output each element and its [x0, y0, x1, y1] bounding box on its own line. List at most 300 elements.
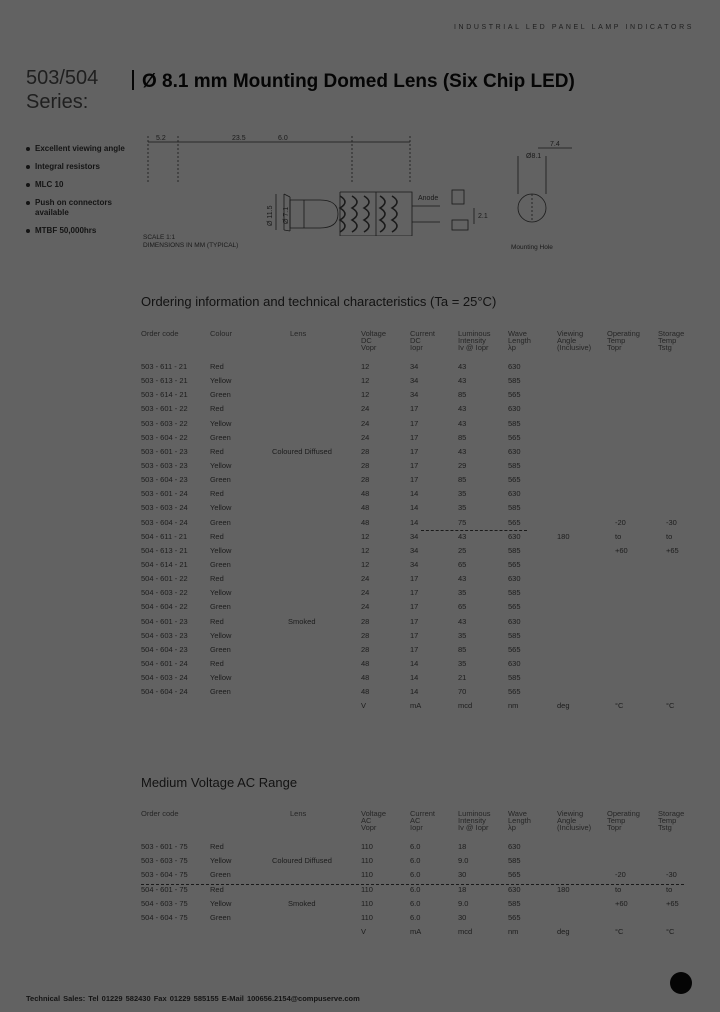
cell-wavelength: 630 — [508, 884, 521, 894]
feature-item: Integral resistors — [26, 162, 136, 172]
cell-viewing-angle — [557, 671, 607, 685]
cell-operating-temp — [607, 586, 658, 600]
cell-operating-temp — [607, 388, 658, 402]
unit-storage: °C — [666, 927, 675, 937]
cell-colour: Yellow — [210, 856, 232, 866]
cell-operating-temp — [607, 431, 658, 445]
cell-colour: Yellow — [210, 418, 232, 428]
cell-viewing-angle — [557, 586, 607, 600]
cell-viewing-angle — [557, 501, 607, 515]
cell-order-code: 504 - 603 - 24 — [141, 673, 188, 683]
cell-current: 34 — [410, 390, 419, 400]
unit-current: mA — [410, 927, 422, 937]
cell-wavelength: 585 — [508, 503, 521, 513]
dc-table-body — [141, 360, 698, 714]
hdr-current: Current AC Iopr — [410, 809, 436, 832]
table-row — [141, 402, 698, 416]
cell-colour: Green — [210, 560, 231, 570]
dim-length-3: 6.0 — [278, 135, 288, 142]
unit-storage: °C — [666, 701, 675, 711]
cell-storage-temp — [658, 572, 698, 586]
cell-storage-temp: to — [666, 884, 673, 894]
group-divider-rule — [421, 530, 527, 531]
cell-operating-temp: +60 — [615, 898, 628, 908]
cell-storage-temp — [658, 374, 698, 388]
cell-order-code: 503 - 601 - 75 — [141, 842, 188, 852]
hdr-storage-temp: Storage Temp Tstg — [658, 809, 685, 832]
cell-storage-temp — [658, 586, 698, 600]
cell-wavelength: 585 — [508, 376, 521, 386]
dimension-caption — [143, 234, 238, 250]
cell-current: 6.0 — [410, 870, 421, 880]
cell-luminous-intensity: 35 — [458, 630, 467, 640]
cell-order-code: 504 - 601 - 22 — [141, 574, 188, 584]
cell-colour: Green — [210, 687, 231, 697]
cell-voltage: 28 — [361, 630, 370, 640]
cell-lens — [272, 402, 361, 416]
cell-current: 14 — [410, 687, 419, 697]
cell-lens — [272, 586, 361, 600]
dc-header-row — [141, 330, 698, 360]
unit-viewing: deg — [557, 701, 570, 711]
cell-viewing-angle — [557, 572, 607, 586]
hdr-lens: Lens — [290, 329, 307, 338]
footer-contact: Technical Sales: Tel 01229 582430 Fax 01229 585155 E-Mail 100656.2154@compuserve.com — [26, 994, 360, 1003]
hdr-luminous: Luminous Intensity Iv @ Iopr — [458, 809, 491, 832]
cell-voltage: 48 — [361, 659, 370, 669]
cell-viewing-angle — [557, 911, 607, 925]
cell-order-code: 503 - 604 - 75 — [141, 870, 188, 880]
cell-voltage: 48 — [361, 673, 370, 683]
cell-luminous-intensity: 85 — [458, 390, 467, 400]
cell-storage-temp — [658, 615, 698, 629]
unit-voltage: V — [361, 927, 367, 937]
cell-lens: Smoked — [288, 616, 316, 626]
cell-order-code: 504 - 604 - 23 — [141, 644, 188, 654]
cell-storage-temp — [658, 388, 698, 402]
cell-wavelength: 565 — [508, 913, 521, 923]
cell-current: 17 — [410, 616, 419, 626]
hdr-voltage: Voltage AC Vopr — [361, 809, 387, 832]
cell-colour: Green — [210, 390, 231, 400]
cell-luminous-intensity: 43 — [458, 418, 467, 428]
dim-lens-dia: Ø 7.1 — [283, 206, 290, 224]
title-rule — [132, 70, 134, 90]
cell-order-code: 504 - 604 - 75 — [141, 913, 188, 923]
table-row — [141, 911, 698, 925]
dim-length-2: 23.5 — [232, 135, 246, 142]
table-row — [141, 572, 698, 586]
cell-operating-temp — [607, 473, 658, 487]
dim-terminal: 2.1 — [478, 213, 488, 220]
cell-storage-temp — [658, 473, 698, 487]
unit-voltage: V — [361, 701, 367, 711]
anode-label: Anode — [418, 195, 439, 202]
cell-order-code: 504 - 601 - 24 — [141, 659, 188, 669]
hdr-order-code: Order code — [141, 809, 179, 818]
cell-wavelength: 630 — [508, 362, 521, 372]
cell-storage-temp — [658, 360, 698, 374]
cell-operating-temp — [607, 643, 658, 657]
cell-operating-temp — [607, 615, 658, 629]
unit-blank — [210, 925, 272, 939]
cell-current: 14 — [410, 517, 419, 527]
cell-lens: Coloured Diffused — [272, 856, 332, 866]
cell-colour: Red — [210, 659, 224, 669]
cell-current: 14 — [410, 489, 419, 499]
cell-operating-temp — [607, 445, 658, 459]
cell-voltage: 24 — [361, 588, 370, 598]
cell-colour: Red — [210, 842, 224, 852]
dim-hole-dia: Ø8.1 — [526, 153, 542, 160]
cell-lens — [272, 501, 361, 515]
cell-current: 17 — [410, 418, 419, 428]
cell-current: 34 — [410, 376, 419, 386]
table-row — [141, 374, 698, 388]
cell-colour: Yellow — [210, 673, 232, 683]
cell-wavelength: 630 — [508, 404, 521, 414]
cell-voltage: 110 — [361, 898, 373, 908]
hdr-viewing-angle: Viewing Angle (Inclusive) — [557, 809, 592, 832]
cell-colour: Green — [210, 475, 231, 485]
cell-wavelength: 565 — [508, 517, 521, 527]
cell-voltage: 110 — [361, 842, 373, 852]
cell-lens — [272, 629, 361, 643]
cell-wavelength: 565 — [508, 432, 521, 442]
cell-storage-temp — [658, 671, 698, 685]
cell-current: 6.0 — [410, 898, 421, 908]
cell-wavelength: 565 — [508, 560, 521, 570]
cell-storage-temp — [658, 643, 698, 657]
table-row — [141, 897, 698, 911]
feature-item: MTBF 50,000hrs — [26, 226, 136, 236]
cell-viewing-angle — [557, 487, 607, 501]
ac-spec-table — [141, 810, 698, 939]
table-row — [141, 530, 698, 544]
cell-storage-temp — [658, 558, 698, 572]
cell-operating-temp — [607, 572, 658, 586]
unit-operating: °C — [615, 701, 624, 711]
cell-voltage: 12 — [361, 390, 370, 400]
cell-wavelength: 585 — [508, 630, 521, 640]
cell-viewing-angle — [557, 840, 607, 854]
cell-voltage: 24 — [361, 418, 370, 428]
unit-viewing: deg — [557, 927, 570, 937]
cell-storage-temp — [658, 445, 698, 459]
cell-luminous-intensity: 29 — [458, 461, 467, 471]
cell-wavelength: 565 — [508, 870, 521, 880]
cell-lens: Coloured Diffused — [272, 446, 332, 456]
cell-voltage: 28 — [361, 461, 370, 471]
cell-operating-temp — [607, 685, 658, 699]
cell-viewing-angle — [557, 417, 607, 431]
cell-lens — [272, 374, 361, 388]
cell-operating-temp — [607, 417, 658, 431]
page-title-text: Ø 8.1 mm Mounting Domed Lens (Six Chip LED) — [142, 71, 575, 92]
cell-voltage: 12 — [361, 545, 370, 555]
cell-order-code: 504 - 604 - 22 — [141, 602, 188, 612]
cell-voltage: 24 — [361, 574, 370, 584]
page-marker-dot — [670, 972, 692, 994]
cell-order-code: 504 - 601 - 75 — [141, 884, 188, 894]
cell-voltage: 12 — [361, 362, 370, 372]
cell-viewing-angle — [557, 473, 607, 487]
cell-current: 17 — [410, 461, 419, 471]
cell-viewing-angle — [557, 544, 607, 558]
cell-colour: Green — [210, 644, 231, 654]
cell-wavelength: 565 — [508, 475, 521, 485]
hdr-operating-temp: Operating Temp Topr — [607, 809, 640, 832]
units-caption: DIMENSIONS IN MM (TYPICAL) — [143, 242, 239, 249]
cell-viewing-angle — [557, 374, 607, 388]
cell-voltage: 48 — [361, 503, 370, 513]
units-row — [141, 925, 698, 939]
cell-viewing-angle — [557, 615, 607, 629]
cell-colour: Red — [210, 616, 224, 626]
cell-wavelength: 585 — [508, 588, 521, 598]
cell-order-code: 504 - 604 - 24 — [141, 687, 188, 697]
cell-order-code: 503 - 603 - 23 — [141, 461, 188, 471]
cell-wavelength: 585 — [508, 856, 521, 866]
table-row — [141, 501, 698, 515]
table-row — [141, 431, 698, 445]
cell-luminous-intensity: 85 — [458, 432, 467, 442]
cell-order-code: 503 - 601 - 23 — [141, 446, 188, 456]
cell-voltage: 28 — [361, 644, 370, 654]
unit-blank — [272, 699, 361, 713]
cell-viewing-angle — [557, 431, 607, 445]
cell-current: 17 — [410, 475, 419, 485]
cell-storage-temp — [658, 501, 698, 515]
cell-luminous-intensity: 65 — [458, 602, 467, 612]
cell-luminous-intensity: 30 — [458, 870, 467, 880]
cell-viewing-angle — [557, 445, 607, 459]
cell-luminous-intensity: 43 — [458, 616, 467, 626]
table-row — [141, 417, 698, 431]
cell-colour: Red — [210, 574, 224, 584]
table-row — [141, 854, 698, 868]
cell-colour: Green — [210, 602, 231, 612]
cell-viewing-angle — [557, 388, 607, 402]
cell-current: 14 — [410, 503, 419, 513]
cell-viewing-angle — [557, 868, 607, 882]
cell-colour: Green — [210, 432, 231, 442]
cell-viewing-angle: 180 — [557, 531, 570, 541]
cell-viewing-angle — [557, 643, 607, 657]
dim-bezel-dia: Ø 11.5 — [267, 205, 274, 226]
hdr-lens: Lens — [290, 809, 307, 818]
cell-order-code: 503 - 604 - 24 — [141, 517, 188, 527]
hdr-wavelength: Wave Length λp — [508, 329, 531, 352]
cell-wavelength: 565 — [508, 644, 521, 654]
cell-operating-temp — [607, 558, 658, 572]
table-row — [141, 459, 698, 473]
cell-colour: Green — [210, 913, 231, 923]
cell-lens — [272, 600, 361, 614]
cell-voltage: 28 — [361, 475, 370, 485]
cell-current: 14 — [410, 659, 419, 669]
cell-colour: Yellow — [210, 898, 232, 908]
cell-lens: Smoked — [288, 898, 316, 908]
cell-colour: Red — [210, 446, 224, 456]
unit-luminous: mcd — [458, 927, 473, 937]
unit-blank — [272, 925, 361, 939]
unit-current: mA — [410, 701, 422, 711]
dc-spec-table — [141, 330, 698, 714]
cell-viewing-angle: 180 — [557, 884, 570, 894]
cell-luminous-intensity: 18 — [458, 884, 467, 894]
cell-luminous-intensity: 30 — [458, 913, 467, 923]
cell-operating-temp: to — [615, 884, 622, 894]
hdr-storage-temp: Storage Temp Tstg — [658, 329, 685, 352]
cell-wavelength: 630 — [508, 659, 521, 669]
cell-viewing-angle — [557, 360, 607, 374]
cell-luminous-intensity: 18 — [458, 842, 467, 852]
table-row — [141, 840, 698, 854]
cell-storage-temp: -30 — [666, 517, 677, 527]
cell-lens — [272, 572, 361, 586]
page-title — [132, 70, 575, 93]
cell-storage-temp — [658, 911, 698, 925]
cell-storage-temp — [658, 402, 698, 416]
cell-luminous-intensity: 43 — [458, 362, 467, 372]
cell-luminous-intensity: 43 — [458, 376, 467, 386]
cell-current: 17 — [410, 588, 419, 598]
cell-storage-temp: -30 — [666, 870, 677, 880]
cell-storage-temp — [658, 417, 698, 431]
cell-luminous-intensity: 75 — [458, 517, 467, 527]
cell-luminous-intensity: 9.0 — [458, 856, 469, 866]
cell-colour: Red — [210, 531, 224, 541]
hdr-wavelength: Wave Length λp — [508, 809, 531, 832]
cell-order-code: 504 - 613 - 21 — [141, 545, 188, 555]
cell-current: 17 — [410, 602, 419, 612]
cell-voltage: 48 — [361, 489, 370, 499]
cell-lens — [272, 530, 361, 544]
cell-operating-temp: to — [615, 531, 622, 541]
table-row — [141, 473, 698, 487]
cell-wavelength: 565 — [508, 687, 521, 697]
cell-storage-temp — [658, 629, 698, 643]
cell-lens — [272, 911, 361, 925]
cell-voltage: 12 — [361, 560, 370, 570]
cell-lens — [272, 459, 361, 473]
cell-voltage: 12 — [361, 376, 370, 386]
dimension-drawing — [140, 128, 580, 236]
cell-wavelength: 630 — [508, 446, 521, 456]
cell-operating-temp — [607, 459, 658, 473]
cell-voltage: 12 — [361, 531, 370, 541]
cell-luminous-intensity: 65 — [458, 560, 467, 570]
cell-luminous-intensity: 35 — [458, 659, 467, 669]
feature-item: Push on connectors available — [26, 198, 136, 218]
cell-operating-temp — [607, 374, 658, 388]
cell-order-code: 503 - 601 - 24 — [141, 489, 188, 499]
cell-lens — [272, 544, 361, 558]
cell-luminous-intensity: 85 — [458, 644, 467, 654]
cell-luminous-intensity: 35 — [458, 588, 467, 598]
units-row — [141, 699, 698, 713]
cell-voltage: 28 — [361, 446, 370, 456]
table-row — [141, 685, 698, 699]
cell-lens — [272, 431, 361, 445]
cell-current: 6.0 — [410, 913, 421, 923]
cell-viewing-angle — [557, 600, 607, 614]
table-row — [141, 388, 698, 402]
cell-current: 17 — [410, 404, 419, 414]
cell-operating-temp: -20 — [615, 870, 626, 880]
cell-luminous-intensity: 43 — [458, 404, 467, 414]
hdr-current: Current DC Iopr — [410, 329, 436, 352]
table-row — [141, 600, 698, 614]
cell-viewing-angle — [557, 685, 607, 699]
table-row — [141, 487, 698, 501]
cell-luminous-intensity: 35 — [458, 503, 467, 513]
cell-colour: Yellow — [210, 630, 232, 640]
table-row — [141, 657, 698, 671]
cell-current: 17 — [410, 432, 419, 442]
hdr-luminous: Luminous Intensity Iv @ Iopr — [458, 329, 491, 352]
cell-voltage: 48 — [361, 687, 370, 697]
cell-order-code: 504 - 603 - 75 — [141, 898, 188, 908]
cell-order-code: 503 - 603 - 75 — [141, 856, 188, 866]
cell-storage-temp — [658, 600, 698, 614]
cell-colour: Yellow — [210, 376, 232, 386]
cell-colour: Yellow — [210, 503, 232, 513]
table-row — [141, 516, 698, 530]
ac-divider-rule — [141, 884, 684, 885]
series-label — [26, 66, 98, 114]
cell-colour: Red — [210, 489, 224, 499]
feature-list — [26, 144, 136, 244]
cell-wavelength: 630 — [508, 531, 521, 541]
cell-operating-temp — [607, 402, 658, 416]
cell-current: 34 — [410, 531, 419, 541]
cell-lens — [272, 487, 361, 501]
scale-caption: SCALE 1:1 — [143, 234, 176, 241]
cell-current: 17 — [410, 630, 419, 640]
cell-storage-temp: +65 — [666, 545, 679, 555]
hdr-viewing-angle: Viewing Angle (Inclusive) — [557, 329, 592, 352]
cell-wavelength: 630 — [508, 489, 521, 499]
table-row — [141, 643, 698, 657]
cell-wavelength: 630 — [508, 574, 521, 584]
cell-wavelength: 585 — [508, 461, 521, 471]
cell-order-code: 503 - 603 - 22 — [141, 418, 188, 428]
cell-storage-temp — [658, 657, 698, 671]
cell-current: 17 — [410, 644, 419, 654]
dim-length-1: 5.2 — [156, 135, 166, 142]
cell-lens — [272, 657, 361, 671]
cell-colour: Red — [210, 884, 224, 894]
cell-luminous-intensity: 9.0 — [458, 898, 469, 908]
cell-colour: Yellow — [210, 545, 232, 555]
table-row — [141, 558, 698, 572]
hdr-operating-temp: Operating Temp Topr — [607, 329, 640, 352]
cell-current: 6.0 — [410, 842, 421, 852]
cell-storage-temp — [658, 431, 698, 445]
cell-lens — [272, 868, 361, 882]
cell-lens — [272, 516, 361, 530]
cell-voltage: 110 — [361, 884, 373, 894]
cell-viewing-angle — [557, 516, 607, 530]
cell-voltage: 28 — [361, 616, 370, 626]
cell-voltage: 48 — [361, 517, 370, 527]
cell-order-code: 504 - 603 - 23 — [141, 630, 188, 640]
cell-current: 34 — [410, 560, 419, 570]
cell-operating-temp — [607, 360, 658, 374]
cell-viewing-angle — [557, 657, 607, 671]
